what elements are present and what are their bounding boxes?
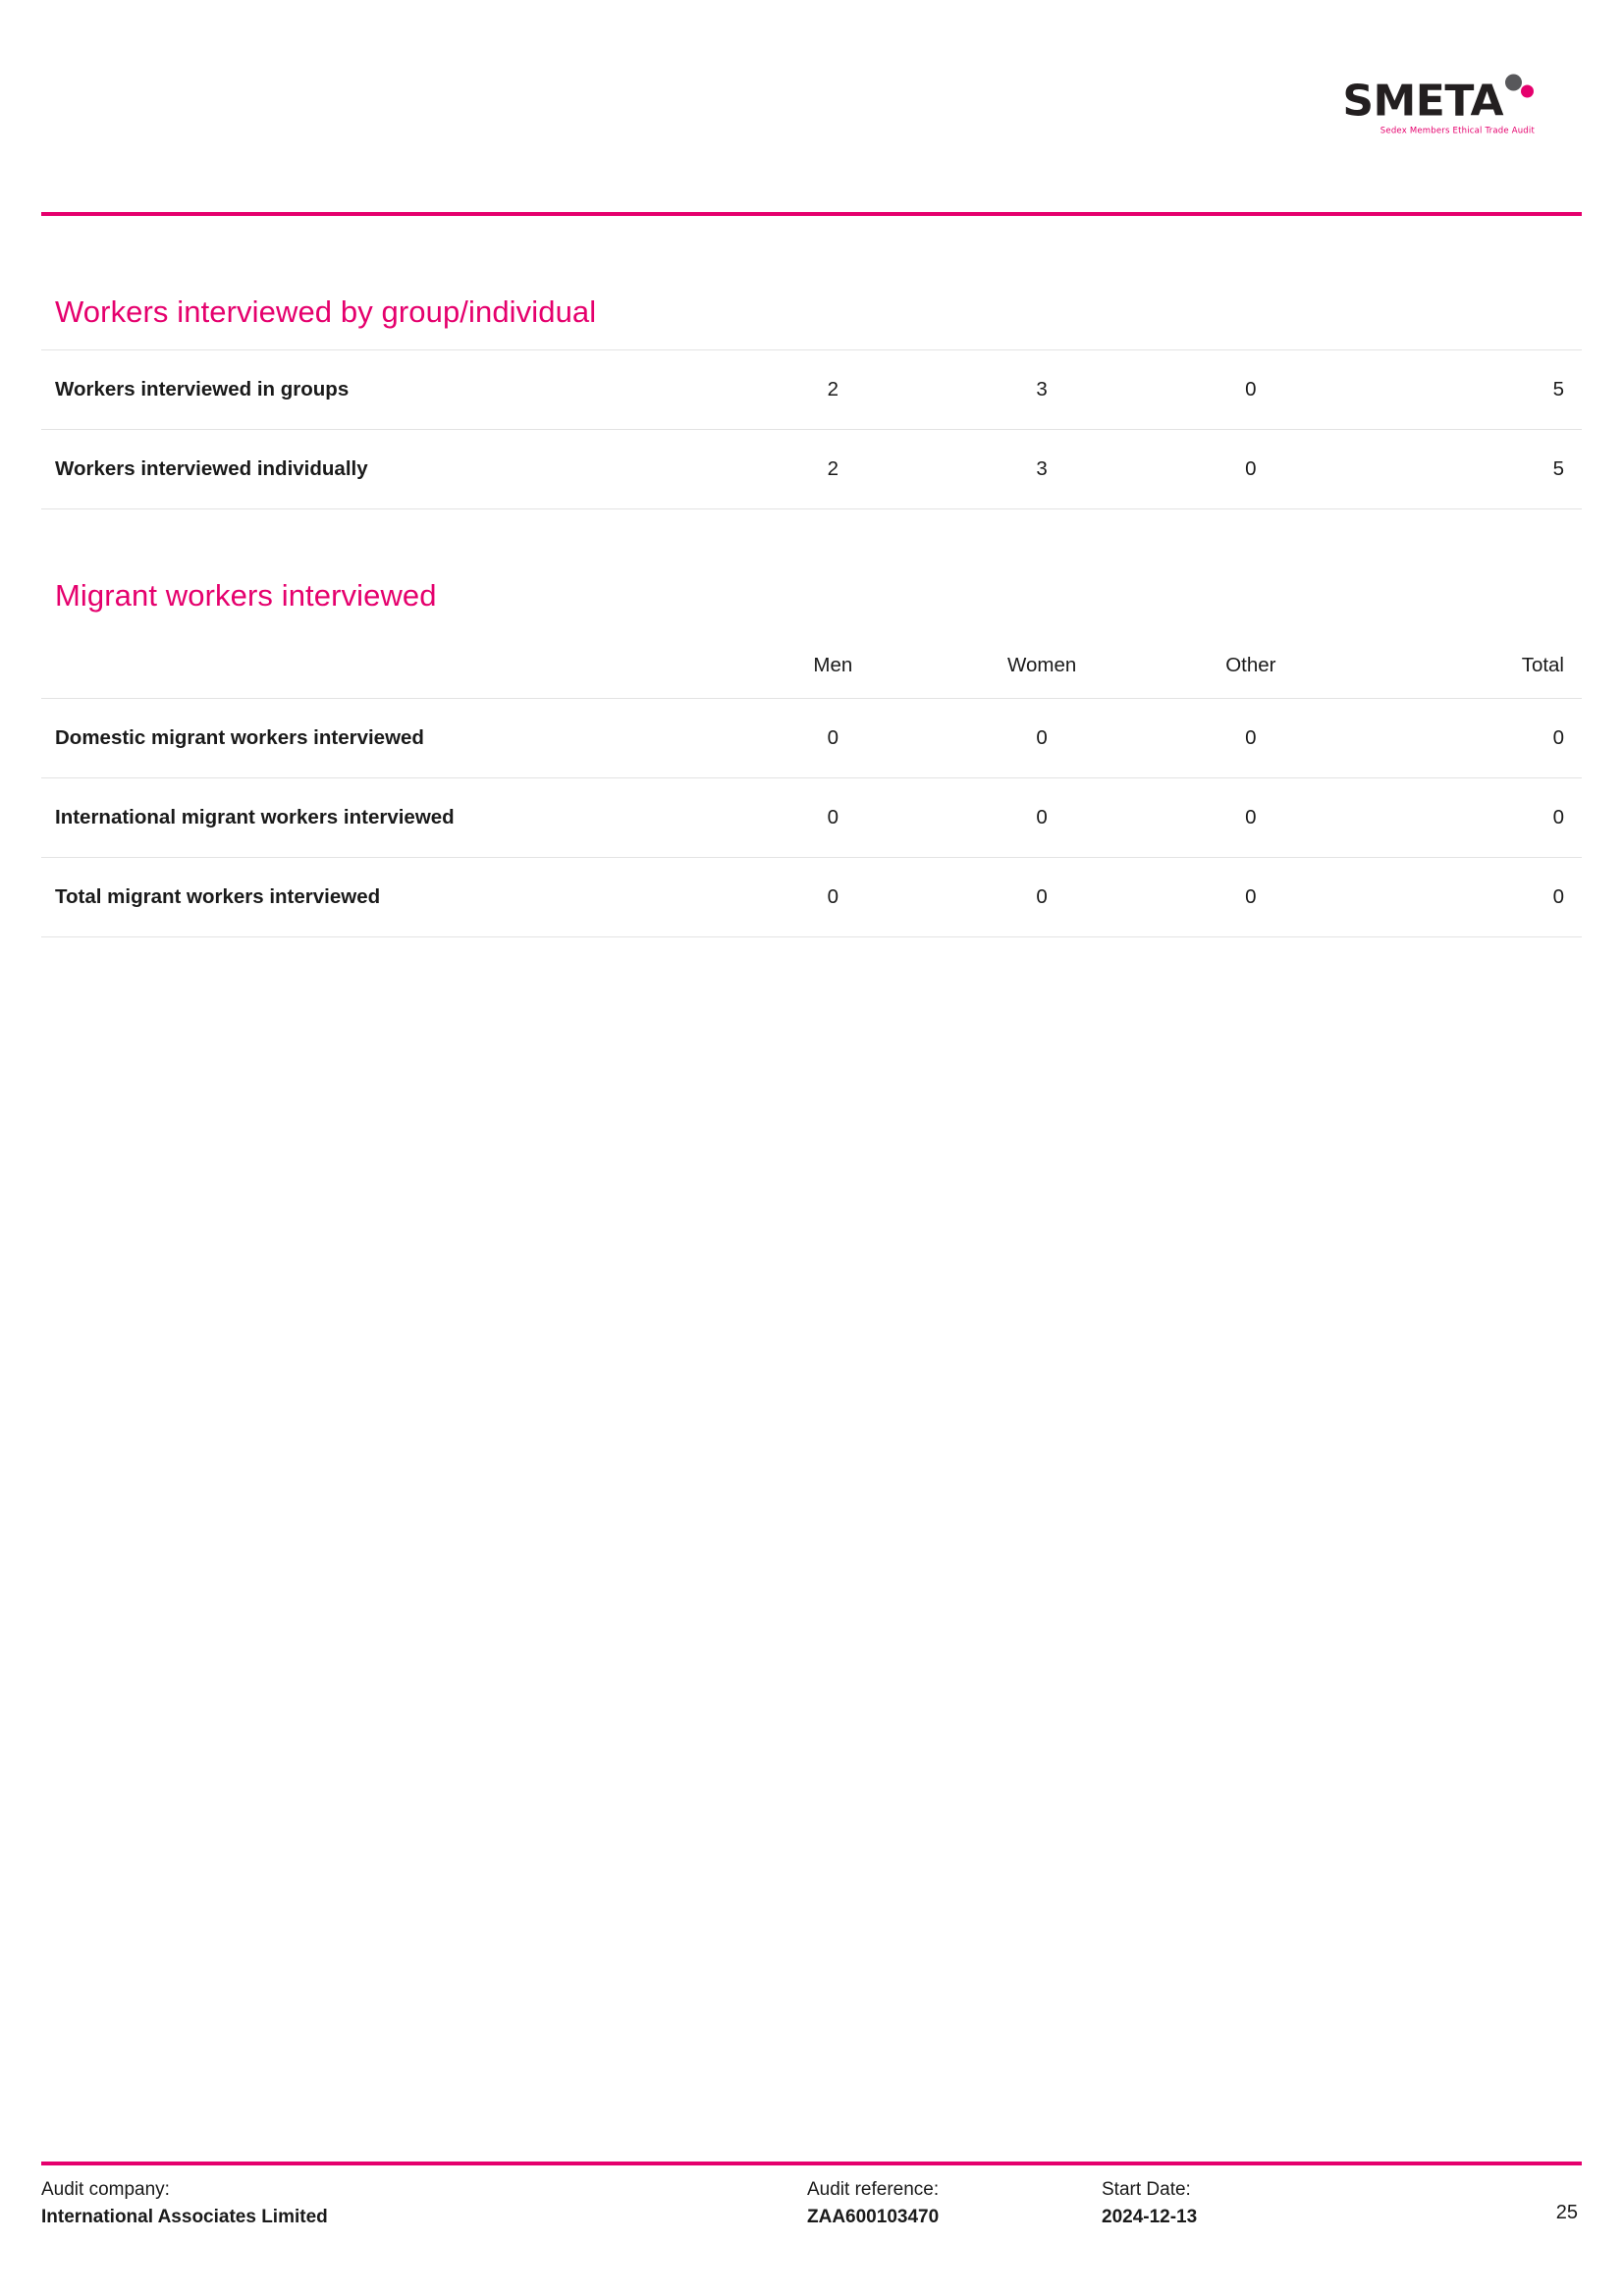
cell-women: 0 — [1036, 726, 1048, 749]
footer-audit-company-value: International Associates Limited — [41, 2206, 328, 2227]
cell-total: 5 — [1552, 378, 1564, 400]
cell-other: 0 — [1245, 378, 1257, 400]
footer-audit-reference — [807, 2176, 939, 2230]
row-label: International migrant workers interviewed — [55, 806, 455, 829]
table-row — [41, 430, 1582, 509]
footer-start-date — [1102, 2176, 1197, 2230]
cell-men: 0 — [827, 806, 839, 828]
row-label: Workers interviewed in groups — [55, 378, 350, 401]
cell-other: 0 — [1245, 885, 1257, 908]
cell-other: 0 — [1245, 457, 1257, 480]
page-content — [41, 294, 1582, 937]
footer-audit-company-label: Audit company: — [41, 2179, 170, 2200]
cell-total: 0 — [1552, 885, 1564, 908]
column-header-total: Total — [1521, 654, 1564, 676]
page-header — [0, 0, 1623, 214]
header-divider — [41, 212, 1582, 216]
footer-start-date-value: 2024-12-13 — [1102, 2206, 1198, 2227]
cell-women: 3 — [1036, 457, 1048, 480]
table-row — [41, 699, 1582, 778]
footer-divider — [41, 2162, 1582, 2165]
table-row — [41, 350, 1582, 430]
section-title-workers-interviewed-by-group: Workers interviewed by group/individual — [55, 294, 597, 329]
column-header-women: Women — [1006, 654, 1077, 676]
cell-women: 3 — [1036, 378, 1048, 400]
table-header-row — [41, 633, 1582, 699]
cell-men: 2 — [827, 457, 839, 480]
column-header-other: Other — [1225, 654, 1276, 676]
page-footer — [41, 2176, 1582, 2245]
cell-men: 0 — [827, 885, 839, 908]
footer-start-date-label: Start Date: — [1102, 2179, 1191, 2200]
column-header-men: Men — [813, 654, 853, 676]
smeta-logo-tagline: Sedex Members Ethical Trade Audit — [1380, 126, 1535, 136]
row-label: Workers interviewed individually — [55, 457, 368, 481]
cell-other: 0 — [1245, 806, 1257, 828]
footer-audit-reference-label: Audit reference: — [807, 2179, 940, 2200]
cell-men: 2 — [827, 378, 839, 400]
smeta-logo — [1342, 76, 1539, 136]
smeta-logo-dots-icon — [1505, 75, 1539, 108]
cell-men: 0 — [827, 726, 839, 749]
cell-other: 0 — [1245, 726, 1257, 749]
row-label: Domestic migrant workers interviewed — [55, 726, 424, 750]
cell-total: 5 — [1552, 457, 1564, 480]
cell-women: 0 — [1036, 885, 1048, 908]
row-label: Total migrant workers interviewed — [55, 885, 381, 909]
cell-women: 0 — [1036, 806, 1048, 828]
section-title-migrant-workers-interviewed: Migrant workers interviewed — [55, 578, 437, 613]
smeta-logo-text: SMETA — [1342, 76, 1503, 127]
page-number: 25 — [1555, 2202, 1578, 2223]
cell-total: 0 — [1552, 726, 1564, 749]
cell-total: 0 — [1552, 806, 1564, 828]
footer-audit-reference-value: ZAA600103470 — [807, 2206, 940, 2227]
table-row — [41, 858, 1582, 937]
table-migrant-workers-interviewed — [41, 633, 1582, 937]
table-row — [41, 778, 1582, 858]
footer-audit-company — [41, 2176, 328, 2230]
table-workers-interviewed-by-group — [41, 349, 1582, 509]
